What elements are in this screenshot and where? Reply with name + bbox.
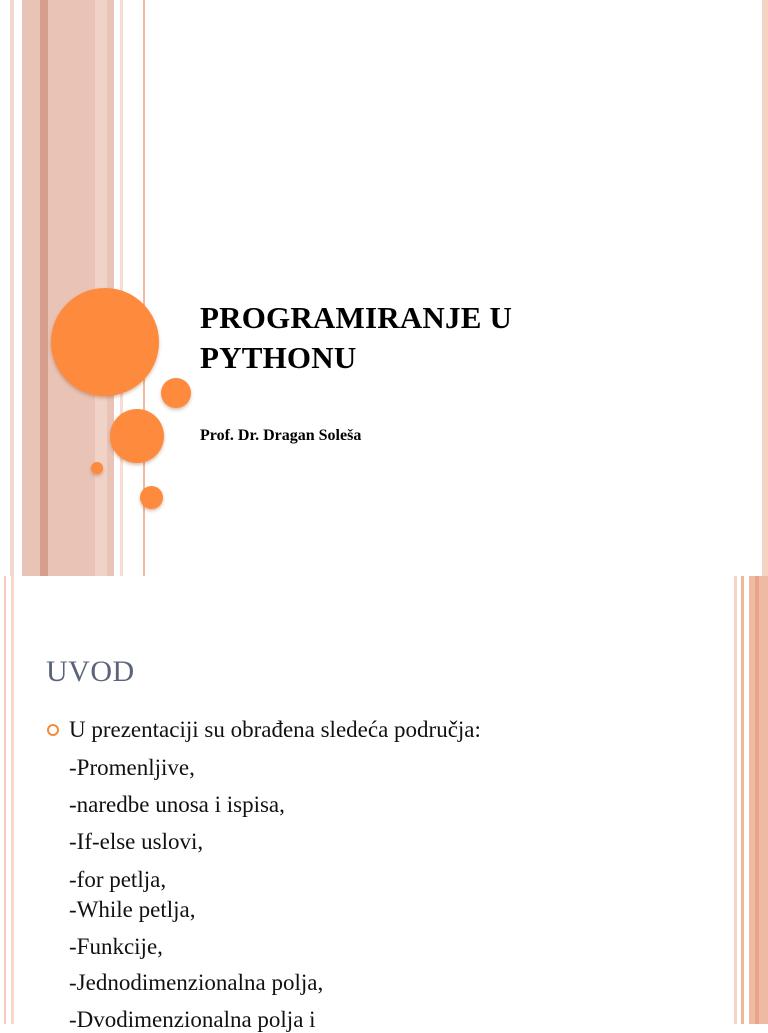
list-item: -Promenljive,	[69, 755, 195, 780]
decorative-stripe	[755, 576, 759, 1024]
bullet-text: U prezentaciji su obrađena sledeća područja:	[69, 717, 481, 742]
list-item: -While petlja,	[69, 897, 196, 922]
list-item: -Dvodimenzionalna polja i	[69, 1007, 316, 1032]
slide-subtitle: Prof. Dr. Dragan Soleša	[200, 427, 362, 444]
list-item: -If-else uslovi,	[69, 829, 204, 854]
list-item: -for petlja,	[69, 867, 167, 892]
bullet-circle-icon	[47, 724, 59, 736]
decorative-circle	[161, 378, 191, 408]
decorative-stripe	[120, 0, 123, 576]
list-item: -Jednodimenzionalna polja,	[69, 970, 324, 995]
list-item: -Funkcije,	[69, 934, 163, 959]
decorative-stripe	[734, 576, 737, 1024]
slide-title	[200, 298, 720, 378]
decorative-stripe	[40, 0, 48, 576]
slide-heading: UVOD	[46, 655, 135, 688]
title-line: PROGRAMIRANJE U	[200, 300, 513, 335]
list-item: -naredbe unosa i ispisa,	[69, 792, 285, 817]
decorative-circle	[140, 486, 163, 509]
decorative-stripe	[741, 576, 744, 1024]
title-line: PYTHONU	[200, 340, 357, 375]
decorative-circle	[110, 409, 164, 463]
decorative-stripe	[10, 0, 14, 576]
decorative-stripe	[4, 576, 6, 1024]
decorative-circle-large	[51, 288, 159, 396]
decorative-stripe	[11, 576, 14, 1024]
decorative-circle	[91, 462, 103, 474]
decorative-stripe	[762, 0, 768, 576]
